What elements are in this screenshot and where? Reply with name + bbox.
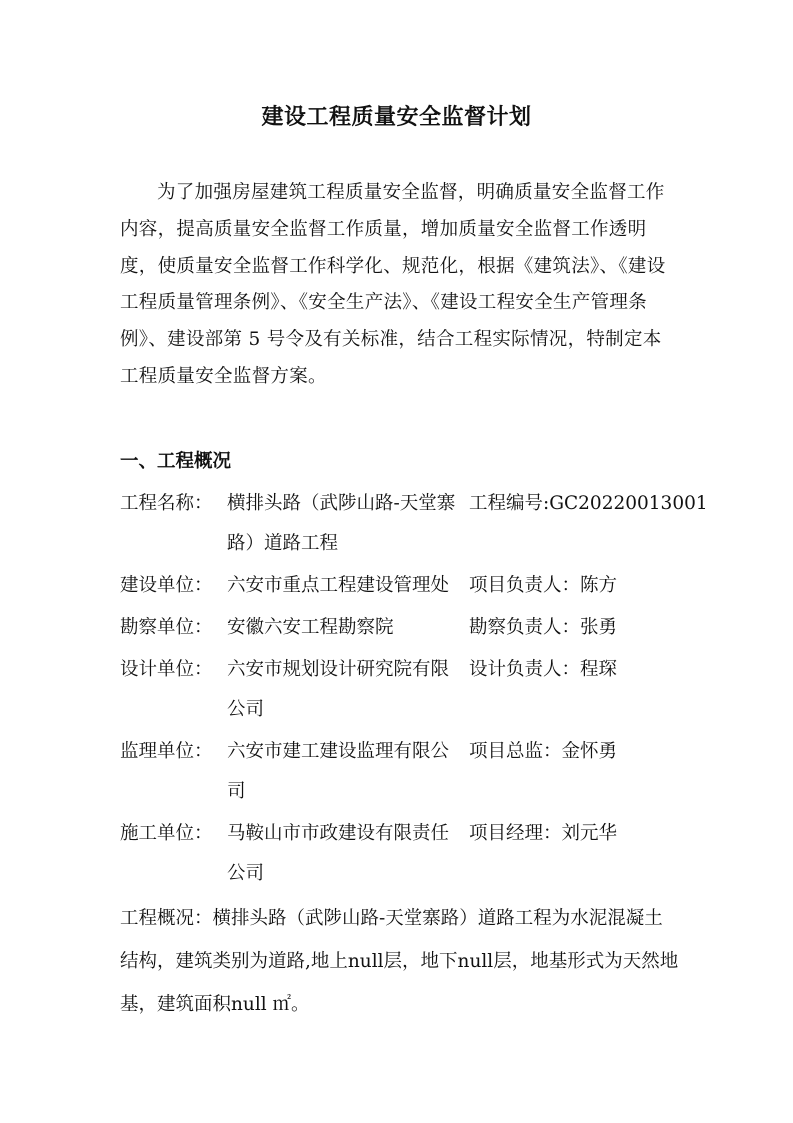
info-label: 设计单位： [120,659,213,680]
info-extra: 项目经理：刘元华 [469,823,618,844]
project-info-table [120,484,708,896]
info-row-survey-unit [120,608,690,648]
info-row-supervision-unit [120,732,690,812]
info-value: 马鞍山市市政建设有限责任公司 [227,823,450,884]
info-row-project-name [120,484,708,564]
info-extra: 项目负责人：陈方 [469,575,618,596]
info-label: 建设单位： [120,575,213,596]
project-summary-paragraph: 工程概况：横排头路（武陟山路-天堂寨路）道路工程为水泥混凝土结构，建筑类别为道路,地上null层，地下null层，地基形式为天然地基，建筑面积null ㎡。 [120,908,679,1015]
info-value: 横排头路（武陟山路-天堂寨路）道路工程 [227,493,456,554]
info-row-design-unit [120,650,690,730]
info-value: 六安市重点工程建设管理处 [227,575,450,596]
info-label: 勘察单位： [120,617,213,638]
info-value: 六安市规划设计研究院有限公司 [227,659,450,720]
info-label: 施工单位： [120,823,213,844]
document-title: 建设工程质量安全监督计划 [261,105,532,130]
info-value: 六安市建工建设监理有限公司 [227,741,450,802]
info-row-contractor-unit [120,814,690,894]
info-label: 监理单位： [120,741,213,762]
info-extra: 项目总监：金怀勇 [469,741,618,762]
section-heading-project-overview: 一、工程概况 [120,451,232,472]
intro-paragraph: 为了加强房屋建筑工程质量安全监督，明确质量安全监督工作内容，提高质量安全监督工作质量，增加质量安全监督工作透明度，使质量安全监督工作科学化、规范化，根据《建筑法》、《建设工程质量管理条例》、《安全生产法》、《建设工程安全生产管理条例》、建设部第 5 号令及有关标准，结合工程实际情况，特制定本工程质量安全监督方案。 [120,182,666,387]
info-row-construction-unit [120,566,690,606]
info-extra: 设计负责人：程琛 [469,659,618,680]
info-value: 安徽六安工程勘察院 [227,617,394,638]
info-extra: 工程编号:GC20220013001 [469,493,708,514]
info-extra: 勘察负责人：张勇 [469,617,618,638]
info-label: 工程名称： [120,493,213,514]
